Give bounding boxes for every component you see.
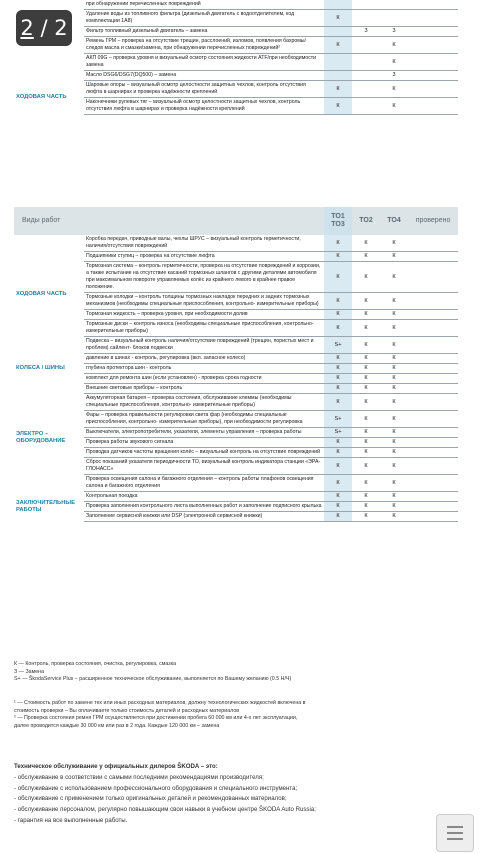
benefits-title: Техническое обслуживание у официальных дилеров ŠKODA – это:	[14, 763, 218, 770]
work-description: Проверка работы звукового сигнала	[84, 438, 324, 448]
checked-cell	[408, 235, 458, 252]
work-description: Заполнение сервисной книжки или DSP (электронной сервисной книжки)	[84, 512, 324, 522]
work-description: Удаление воды из топливного фильтра (дизельный двигатель с водоотделителем, код комплектации 1А8)	[84, 10, 324, 27]
to2-value: К	[352, 354, 380, 364]
header-to4: ТО4	[380, 207, 408, 235]
checked-cell	[408, 438, 458, 448]
to4-value: 3	[380, 71, 408, 81]
work-description: Фары – проверка правильности регулировки света фар (необходимы специальные приспособления, контрольно- измерительные приборы), при необходимости регулировка	[84, 411, 324, 428]
header-to2: ТО2	[352, 207, 380, 235]
work-description: Подшипники ступиц – проверка на отсутствие люфта	[84, 252, 324, 262]
to1-value: К	[324, 320, 352, 337]
to2-value: К	[352, 252, 380, 262]
section-label: ХОДОВАЯ ЧАСТЬ	[16, 290, 67, 297]
legend-item: З — Замена	[14, 668, 45, 675]
to2-value	[352, 37, 380, 54]
to1-value: К	[324, 374, 352, 384]
work-description: Внешние световые приборы – контроль	[84, 384, 324, 394]
to2-value: К	[352, 448, 380, 458]
footnotes	[14, 700, 454, 730]
benefit-item: - обслуживание с применением только оригинальных деталей и рекомендованных материалов;	[14, 795, 287, 803]
header-to1-label: ТО1 ТО3	[331, 213, 345, 228]
to4-value: К	[380, 262, 408, 293]
checked-cell	[408, 448, 458, 458]
to4-value: К	[380, 81, 408, 98]
to2-value: К	[352, 475, 380, 492]
work-description: Подвеска – визуальный контроль наличия/отсутствие повреждений (трещин, пористых мест и проблем) сайлент- блоков подвески	[84, 337, 324, 354]
to1-value	[324, 71, 352, 81]
checked-cell	[408, 492, 458, 502]
work-description: Тормозная жидкость – проверка уровня, при необходимости долив	[84, 310, 324, 320]
to4-value: К	[380, 310, 408, 320]
to2-value: 3	[352, 27, 380, 37]
to2-value	[352, 98, 380, 115]
work-description: Контрольная поездка	[84, 492, 324, 502]
to4-value	[380, 10, 408, 27]
to2-value: К	[352, 428, 380, 438]
checked-cell	[408, 81, 458, 98]
section-label: ХОДОВАЯ ЧАСТЬ	[16, 94, 67, 100]
work-description: Проводка датчиков частоты вращения колёс – визуальный контроль на отсутствие повреждений	[84, 448, 324, 458]
to2-value: К	[352, 364, 380, 374]
to2-value: К	[352, 502, 380, 512]
header-checked: проверено	[408, 207, 458, 235]
checked-cell	[408, 354, 458, 364]
work-description: Тормозные колодки – контроль толщины тормозных накладок передних и задних тормозных механизмов (необходимы специальные приспособления, контрольно- измерительные приборы)	[84, 293, 324, 310]
checked-cell	[408, 475, 458, 492]
checked-cell	[408, 364, 458, 374]
checked-cell	[408, 252, 458, 262]
benefit-item: - обслуживание в соответствии с самыми последними рекомендациями производителя;	[14, 773, 264, 781]
to2-value: К	[352, 310, 380, 320]
to4-value: К	[380, 428, 408, 438]
header-work-types: Виды работ	[14, 207, 324, 235]
checked-cell	[408, 10, 458, 27]
table-row	[14, 81, 458, 98]
footnote-line: стоимость проверки – Вы оплачиваете только стоимость деталей и расходных материалов	[14, 707, 240, 714]
hamburger-icon[interactable]	[436, 814, 474, 852]
table-row	[14, 0, 458, 10]
maintenance-table-continued	[14, 0, 458, 115]
dealer-benefits	[14, 762, 454, 827]
work-description: Выключатели, электропотребители, указатели, элементы управления – проверка работы	[84, 428, 324, 438]
checked-cell	[408, 37, 458, 54]
footnote-line: далее проводится каждые 30 000 км или раз в 2 года. Каждые 120 000 км – замена	[14, 722, 220, 729]
to1-value: S+	[324, 411, 352, 428]
checked-cell	[408, 98, 458, 115]
to1-value: К	[324, 293, 352, 310]
work-description: Тормозная система – контроль герметичности, проверка на отсутствие повреждений и коррозии, а также испытание на отсутствие касаний тормозных шлангов с другими деталями автомобиля при максимальном повороте управляемых колёс из крайнего левого в крайнее правое положение.	[84, 262, 324, 293]
to4-value: К	[380, 394, 408, 411]
to2-value: К	[352, 512, 380, 522]
to1-value: К	[324, 252, 352, 262]
work-description: Сброс показаний указателя периодичности ТО, визуальный контроль индикатора станции «ЭРА-ГЛОНАСС»	[84, 458, 324, 475]
to2-value: К	[352, 384, 380, 394]
to4-value: К	[380, 438, 408, 448]
footnote-line: ¹ — Стоимость работ по замене тех или иных расходных материалов, должну технологических жидкостей включена в	[14, 700, 306, 706]
section-label: ЭЛЕКТРО – ОБОРУДОВАНИЕ	[16, 430, 66, 444]
work-description: давление в шинах - контроль, регулировка (вкл. запасное колесо)	[84, 354, 324, 364]
to2-value: К	[352, 458, 380, 475]
work-description: Шаровые опоры – визуальный осмотр целостности защитных чехлов, контроль отсутствия люфта в шарнирах и проверка надёжности креплений	[84, 81, 324, 98]
to4-value: К	[380, 448, 408, 458]
to4-value: К	[380, 384, 408, 394]
checked-cell	[408, 374, 458, 384]
to2-value	[352, 81, 380, 98]
benefit-item: - обслуживание персоналом, регулярно повышающим свои навыки в учебном центре ŠKODA Auto Russia;	[14, 806, 316, 814]
to1-value: К	[324, 354, 352, 364]
to2-value	[352, 54, 380, 71]
to4-value	[380, 0, 408, 10]
checked-cell	[408, 0, 458, 10]
table-row	[14, 235, 458, 252]
to1-value: К	[324, 384, 352, 394]
to1-value	[324, 27, 352, 37]
to4-value: К	[380, 235, 408, 252]
page-indicator	[16, 10, 72, 46]
to2-value: К	[352, 438, 380, 448]
to2-value: К	[352, 293, 380, 310]
to1-value: К	[324, 37, 352, 54]
to1-value: К	[324, 235, 352, 252]
to1-value: К	[324, 492, 352, 502]
to1-value: К	[324, 438, 352, 448]
checked-cell	[408, 27, 458, 37]
checked-cell	[408, 512, 458, 522]
table-header-row	[14, 207, 458, 235]
to4-value: К	[380, 252, 408, 262]
to4-value: К	[380, 411, 408, 428]
to1-value	[324, 54, 352, 71]
legend	[14, 661, 454, 684]
benefit-item: - обслуживание с использованием профессионального оборудования и специального инструмента;	[14, 784, 298, 792]
legend-item: S+ — ŠkodaService Plus – расширенное техническое обслуживание, выполняется по Вашему желанию (0.5 Н/Ч)	[14, 676, 292, 683]
benefit-item: - гарантия на все выполненные работы.	[14, 816, 128, 824]
to1-value: К	[324, 475, 352, 492]
to1-value: К	[324, 98, 352, 115]
checked-cell	[408, 320, 458, 337]
to2-value: К	[352, 411, 380, 428]
to4-value: К	[380, 54, 408, 71]
to1-value: К	[324, 448, 352, 458]
section-label: КОЛЕСА / ШИНЫ	[16, 365, 65, 371]
checked-cell	[408, 428, 458, 438]
to1-value: К	[324, 262, 352, 293]
table-row	[14, 354, 458, 364]
to4-value: 3	[380, 27, 408, 37]
to4-value: К	[380, 98, 408, 115]
page-total: 2	[54, 16, 68, 40]
to4-value: К	[380, 37, 408, 54]
to1-value: К	[324, 10, 352, 27]
work-description: Коробка передач, приводные валы, чехлы ШРУС – визуальный контроль герметичности, наличия/отсутствия повреждений	[84, 235, 324, 252]
legend-item: К — Контроль, проверка состояния, очистка, регулировка, смазка	[14, 661, 177, 667]
to4-value: К	[380, 512, 408, 522]
to1-value	[324, 0, 352, 10]
to2-value: К	[352, 337, 380, 354]
to1-value: К	[324, 310, 352, 320]
to1-value: К	[324, 458, 352, 475]
table-row	[14, 492, 458, 502]
page-current: 2	[20, 16, 34, 40]
checked-cell	[408, 293, 458, 310]
to2-value: К	[352, 394, 380, 411]
checked-cell	[408, 411, 458, 428]
to2-value: К	[352, 235, 380, 252]
checked-cell	[408, 54, 458, 71]
work-description: Тормозные диски – контроль износа (необходимы специальные приспособления, контрольно-измерительные приборы)	[84, 320, 324, 337]
to4-value: К	[380, 475, 408, 492]
checked-cell	[408, 384, 458, 394]
to2-value: К	[352, 320, 380, 337]
checked-cell	[408, 310, 458, 320]
to4-value: К	[380, 337, 408, 354]
to4-value: К	[380, 320, 408, 337]
header-to1-to3	[324, 207, 352, 235]
to4-value: К	[380, 293, 408, 310]
to4-value: К	[380, 458, 408, 475]
to2-value	[352, 0, 380, 10]
to1-value: S+	[324, 428, 352, 438]
to1-value: К	[324, 81, 352, 98]
work-description: при обнаружении перечисленных повреждений	[84, 0, 324, 10]
work-description: глубина протектора шин - контроль	[84, 364, 324, 374]
to1-value: К	[324, 502, 352, 512]
work-description: АКП 09G – проверка уровня и визуальный осмотр состояния жидкости ATF/при необходимости замена	[84, 54, 324, 71]
to2-value: К	[352, 492, 380, 502]
section-label: ЗАКЛЮЧИТЕЛЬНЫЕ РАБОТЫ	[16, 499, 75, 513]
to1-value: S+	[324, 337, 352, 354]
footnote-line: ² — Проверка состояния ремня ГРМ осуществляется при достижении пробега 60 000 км или 4-х лет эксплуатации,	[14, 715, 298, 722]
work-description: Наконечники рулевых тяг – визуальный осмотр целостности защитных чехлов, контроль отсутствия люфта в шарнирах и проверка надёжности креплений	[84, 98, 324, 115]
to1-value: К	[324, 364, 352, 374]
to1-value: К	[324, 512, 352, 522]
work-description: Фильтр топливный дизельный двигатель – замена	[84, 27, 324, 37]
to4-value: К	[380, 354, 408, 364]
to2-value	[352, 10, 380, 27]
maintenance-table	[14, 207, 458, 522]
work-description: Проверка заполнения контрольного листа выполненных работ и заполнение подписного крылька	[84, 502, 324, 512]
work-description: Ремень ГРМ – проверка на отсутствие трещин, расслоений, изломов, появления бахромы/следов масла и смазки/замена, при обнаружении перечисленных повреждений²	[84, 37, 324, 54]
work-description: Аккумуляторная батарея – проверка состояния, обслуживание клеммы (необходимы специальные приспособления, контрольно- измерительные приборы)	[84, 394, 324, 411]
work-description: комплект для ремонта шин (если установлен) - проверка срока годности	[84, 374, 324, 384]
table-row	[14, 384, 458, 394]
page-separator: /	[40, 16, 48, 40]
to4-value: К	[380, 502, 408, 512]
to4-value: К	[380, 492, 408, 502]
work-description: Проверка освещения салона и багажного отделения – контроль работы плафонов освещения салона и багажного отделения	[84, 475, 324, 492]
checked-cell	[408, 337, 458, 354]
to2-value	[352, 71, 380, 81]
work-description: Масло DSG6/DSG7(DQ500) – замена	[84, 71, 324, 81]
to4-value: К	[380, 374, 408, 384]
to2-value: К	[352, 374, 380, 384]
checked-cell	[408, 262, 458, 293]
to1-value: К	[324, 394, 352, 411]
checked-cell	[408, 458, 458, 475]
to4-value: К	[380, 364, 408, 374]
checked-cell	[408, 502, 458, 512]
checked-cell	[408, 71, 458, 81]
to2-value: К	[352, 262, 380, 293]
checked-cell	[408, 394, 458, 411]
